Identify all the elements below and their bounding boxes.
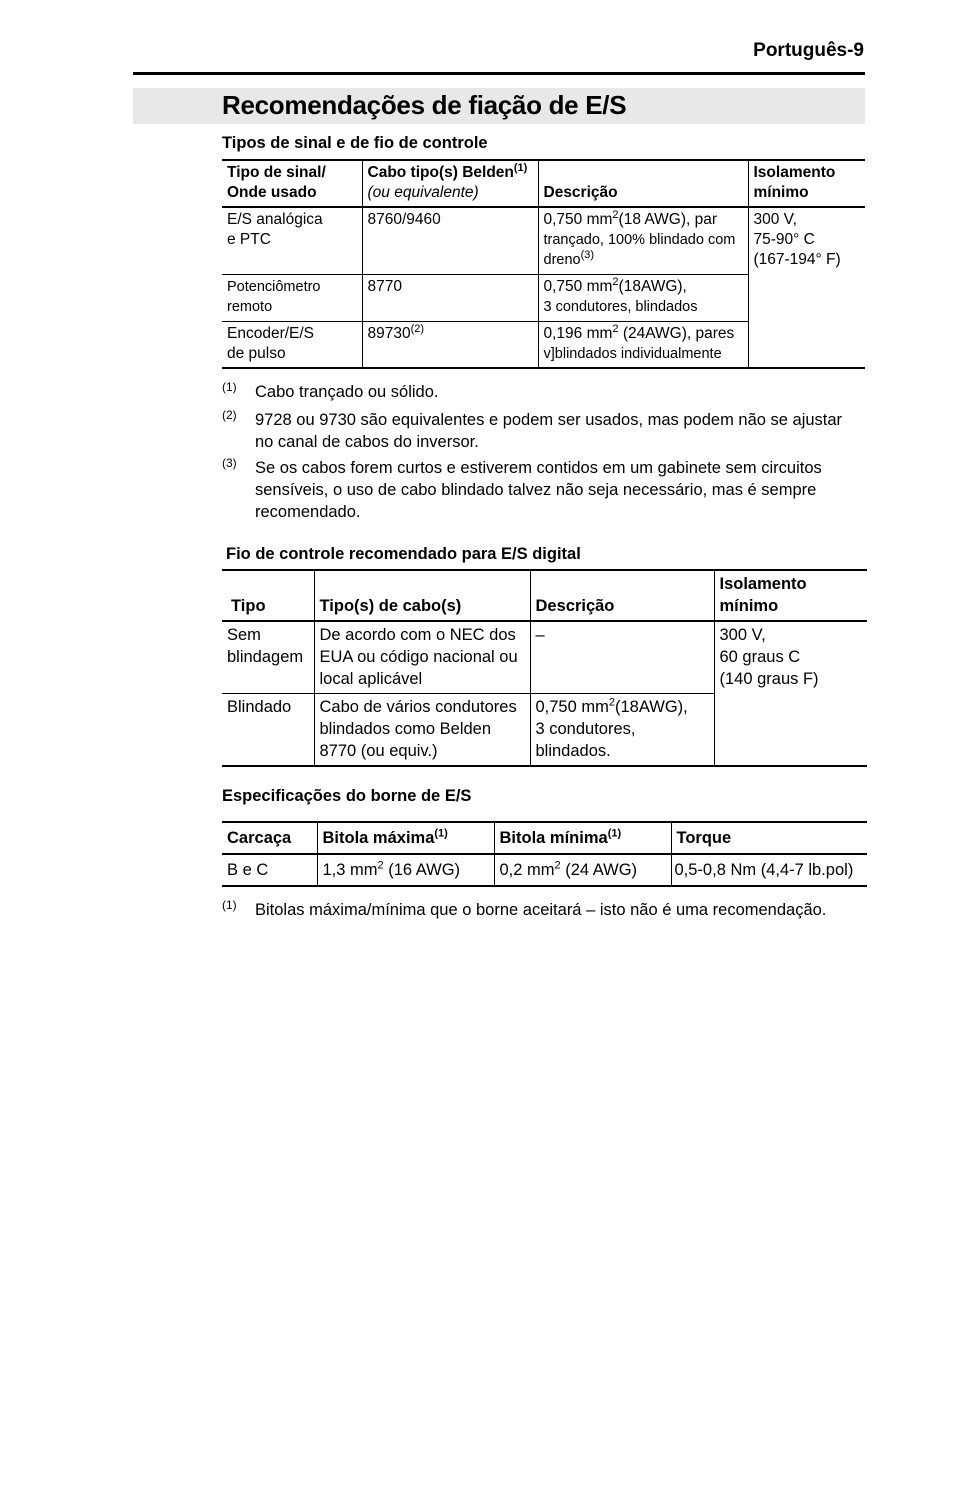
cell-text: 89730 (367, 324, 411, 342)
cell-description (538, 207, 748, 274)
cell-type: Blindado (222, 694, 314, 767)
cell-text: 1,3 mm (322, 860, 378, 879)
table2-caption: Fio de controle recomendado para E/S digital (226, 545, 581, 563)
cell-text: 75-90° C (753, 231, 815, 248)
cell-text: (18 AWG), par (618, 211, 718, 228)
footnote-text: Bitolas máxima/mínima que o borne aceitará – isto não é uma recomendação. (255, 901, 827, 919)
table1-caption: Tipos de sinal e de fio de controle (222, 134, 488, 152)
superscript: 2 (612, 208, 619, 221)
table-row (222, 621, 867, 694)
header-text: Cabo tipo(s) Belden (367, 164, 514, 181)
cell-signal-type (222, 321, 362, 368)
cell-text: 300 V, (719, 626, 766, 644)
cell-torque: 0,5-0,8 Nm (4,4-7 lb.pol) (671, 854, 867, 886)
cell-frame: B e C (227, 860, 269, 879)
header-max-gauge (317, 822, 494, 854)
cell-text: 300 V, (753, 211, 797, 228)
page-title: Recomendações de fiação de E/S (222, 90, 627, 120)
cell-text: (18AWG), (615, 698, 688, 716)
header-min-gauge (494, 822, 671, 854)
cell-text: 0,2 mm (499, 860, 555, 879)
cell-text: 0,750 mm (535, 698, 609, 716)
superscript: 2 (554, 859, 561, 871)
table-header-row (222, 570, 867, 621)
cell-text: Potenciômetro (227, 278, 321, 295)
header-description: Descrição (530, 570, 714, 621)
cell-text: EUA ou código nacional ou (319, 648, 518, 666)
footnote (222, 457, 862, 523)
superscript: 2 (612, 275, 619, 288)
footnote-marker: (2) (222, 408, 237, 422)
footnote-ref: (2) (410, 322, 425, 335)
cell-text: (140 graus F) (719, 670, 819, 688)
header-text: Isolamento (719, 575, 807, 593)
footnote-text: 9728 ou 9730 são equivalentes e podem ser usados, mas podem não se ajustar no canal de cabos do inversor. (255, 411, 843, 451)
footnote-text: Cabo trançado ou sólido. (255, 383, 439, 401)
table-header-row (222, 160, 865, 207)
footnote-marker: (3) (222, 456, 237, 470)
header-rule (133, 72, 865, 75)
cell-text: 0,750 mm (543, 211, 613, 228)
header-text: mínimo (719, 597, 779, 615)
cell-max-gauge (317, 854, 494, 886)
cell-type (222, 621, 314, 694)
cell-cable: 8760/9460 (362, 207, 538, 274)
header-type: Tipo (222, 570, 314, 621)
footnote (222, 381, 862, 403)
footnote-ref: (1) (607, 827, 622, 839)
cell-text: 3 condutores, blindados (543, 298, 698, 315)
header-text: mínimo (753, 184, 809, 201)
cell-text: blindagem (227, 648, 304, 666)
header-cables: Tipo(s) de cabo(s) (314, 570, 530, 621)
header-signal-type (222, 160, 362, 207)
table3-caption: Especificações do borne de E/S (222, 787, 472, 805)
table-header-row (222, 822, 867, 854)
footnote (222, 409, 862, 453)
cell-text: v]blindados individualmente (543, 345, 722, 362)
header-text: Bitola mínima (499, 828, 608, 847)
cell-insulation (748, 207, 865, 368)
cell-text: (16 AWG) (383, 860, 461, 879)
cell-min-gauge (494, 854, 671, 886)
cell-text: (167-194° F) (753, 251, 841, 268)
cell-text: (24 AWG) (560, 860, 638, 879)
header-text: Tipo de sinal/ (227, 164, 326, 181)
header-text: Isolamento (753, 164, 836, 181)
cell-cable: 8770 (362, 274, 538, 321)
cell-text: e PTC (227, 231, 271, 248)
cell-cable (362, 321, 538, 368)
table-row (222, 207, 865, 274)
cell-description (530, 694, 714, 767)
footnote-text: Se os cabos forem curtos e estiverem contidos em um gabinete sem circuitos sensíveis, o uso de cabo blindado talvez não seja necessário, mas é sempre recomendado. (255, 459, 822, 521)
cell-text: blindados como Belden (319, 720, 492, 738)
cell-text: local aplicável (319, 670, 423, 688)
footnote-marker: (1) (222, 898, 237, 912)
cell-text: Sem (227, 626, 261, 644)
cell-description: – (530, 621, 714, 694)
header-insulation (714, 570, 867, 621)
cell-text: blindados. (535, 742, 611, 760)
superscript: 2 (377, 859, 384, 871)
cell-text: remoto (227, 298, 273, 315)
cell-insulation (714, 621, 867, 766)
cell-text: (18AWG), (618, 277, 687, 295)
footnote-ref: (1) (513, 161, 528, 174)
table-row (222, 854, 867, 886)
superscript: 2 (608, 696, 615, 709)
cell-text: 0,750 mm (543, 277, 613, 295)
cell-text: De acordo com o NEC dos (319, 626, 516, 644)
header-torque: Torque (671, 822, 867, 854)
header-cable (362, 160, 538, 207)
header-text: Bitola máxima (322, 828, 435, 847)
cell-text: Cabo de vários condutores (319, 698, 517, 716)
header-frame: Carcaça (222, 822, 317, 854)
terminal-spec-table (222, 821, 867, 887)
cell-text: (24AWG), pares (618, 324, 735, 342)
cell-text: 0,196 mm (543, 324, 613, 342)
cell-signal-type (222, 207, 362, 274)
cell-cables (314, 621, 530, 694)
footnote-marker: (1) (222, 380, 237, 394)
signal-wire-types-table (222, 159, 865, 369)
cell-text: dreno (543, 252, 581, 268)
cell-text: 3 condutores, (535, 720, 636, 738)
cell-text: E/S analógica (227, 211, 323, 228)
cell-text: de pulso (227, 344, 286, 362)
cell-description (538, 274, 748, 321)
footnote-ref: (3) (580, 248, 595, 261)
cell-text: trançado, 100% blindado com (543, 232, 736, 248)
header-insulation (748, 160, 865, 207)
header-description: Descrição (538, 160, 748, 207)
cell-text: Encoder/E/S (227, 324, 315, 342)
cell-description (538, 321, 748, 368)
footnote-ref: (1) (434, 827, 448, 839)
footnote (222, 899, 862, 921)
cell-text: 8770 (ou equiv.) (319, 742, 438, 760)
page-number-label: Português-9 (753, 40, 864, 61)
cell-signal-type (222, 274, 362, 321)
cell-text: 60 graus C (719, 648, 801, 666)
header-text: Onde usado (227, 184, 317, 201)
superscript: 2 (612, 322, 619, 335)
cell-cables (314, 694, 530, 767)
header-subtext: (ou equivalente) (367, 184, 479, 201)
digital-io-wire-table (222, 569, 867, 767)
